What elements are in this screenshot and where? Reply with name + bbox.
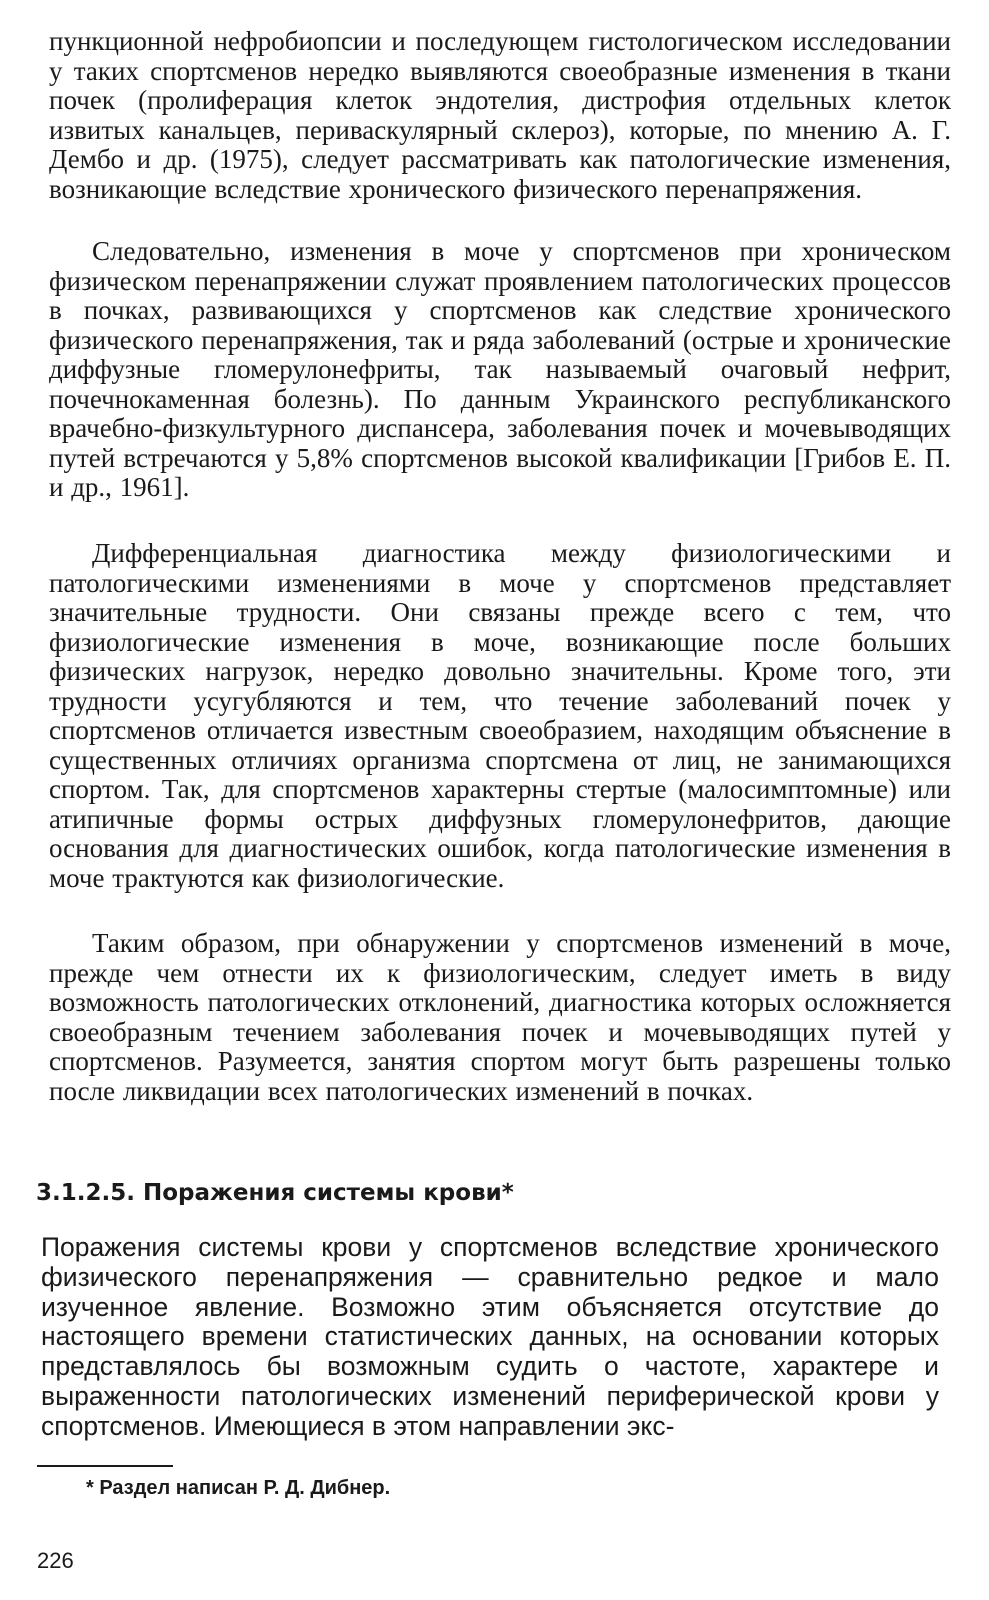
paragraph-2: Следовательно, изменения в моче у спортсменов при хроническом физическом перенапряжении служат проявлением патологических процессов в почках, развивающихся у спортсменов как следствие хронического физического перенапряжения, так и ряда заболеваний (острые и хронические диффузные гломерулонефриты, так называемый очаговый нефрит, почечнокаменная болезнь). По данным Украинского республиканского врачебно-физкультурного диспансера, заболевания почек и мочевыводящих путей встречаются у 5,8% спортсменов высокой квалификации [Грибов Е. П. и др., 1961]. (49, 236, 951, 502)
body-text-block-2 (49, 237, 951, 503)
footnote: * Раздел написан Р. Д. Дибнер. (86, 1477, 391, 1499)
body-text-block-1 (49, 27, 951, 204)
section-paragraph: Поражения системы крови у спортсменов вследствие хронического физического перенапряжения — сравнительно редкое и мало изученное явление. Возможно этим объясняется отсутствие до настоящего времени статистических данных, на основании которых представлялось бы возможным судить о частоте, характере и выраженности патологических изменений периферической крови у спортсменов. Имеющиеся в этом направлении экс- (41, 1232, 939, 1441)
paragraph-4: Таким образом, при обнаружении у спортсменов изменений в моче, прежде чем отнести их к физиологическим, следует иметь в виду возможность патологических отклонений, диагностика которых осложняется своеобразным течением заболевания почек и мочевыводящих путей у спортсменов. Разумеется, занятия спортом могут быть разрешены только после ликвидации всех патологических изменений в почках. (49, 928, 951, 1106)
paragraph-1: пункционной нефробиопсии и последующем гистологическом исследовании у таких спортсменов нередко выявляются своеобразные изменения в ткани почек (пролиферация клеток эндотелия, дистрофия отдельных клеток извитых канальцев, периваскулярный склероз), которые, по мнению А. Г. Дембо и др. (1975), следует рассматривать как патологические изменения, возникающие вследствие хронического физического перенапряжения. (49, 26, 951, 204)
body-text-block-3 (49, 539, 951, 893)
paragraph-3: Дифференциальная диагностика между физиологическими и патологическими изменениями в моче у спортсменов представляет значительные трудности. Они связаны прежде всего с тем, что физиологические изменения в моче, возникающие после больших физических нагрузок, нередко довольно значительны. Кроме того, эти трудности усугубляются и тем, что течение заболеваний почек у спортсменов отличается известным своеобразием, находящим объяснение в существенных отличиях организма спортсмена от лиц, не занимающихся спортом. Так, для спортсменов характерны стертые (малосимптомные) или атипичные формы острых диффузных гломерулонефритов, дающие основания для диагностических ошибок, когда патологические изменения в моче трактуются как физиологические. (49, 538, 951, 893)
footnote-divider (37, 1465, 173, 1467)
body-text-block-4 (49, 929, 951, 1106)
page-number: 226 (37, 1548, 74, 1573)
section-heading: 3.1.2.5. Поражения системы крови* (36, 1180, 514, 1206)
